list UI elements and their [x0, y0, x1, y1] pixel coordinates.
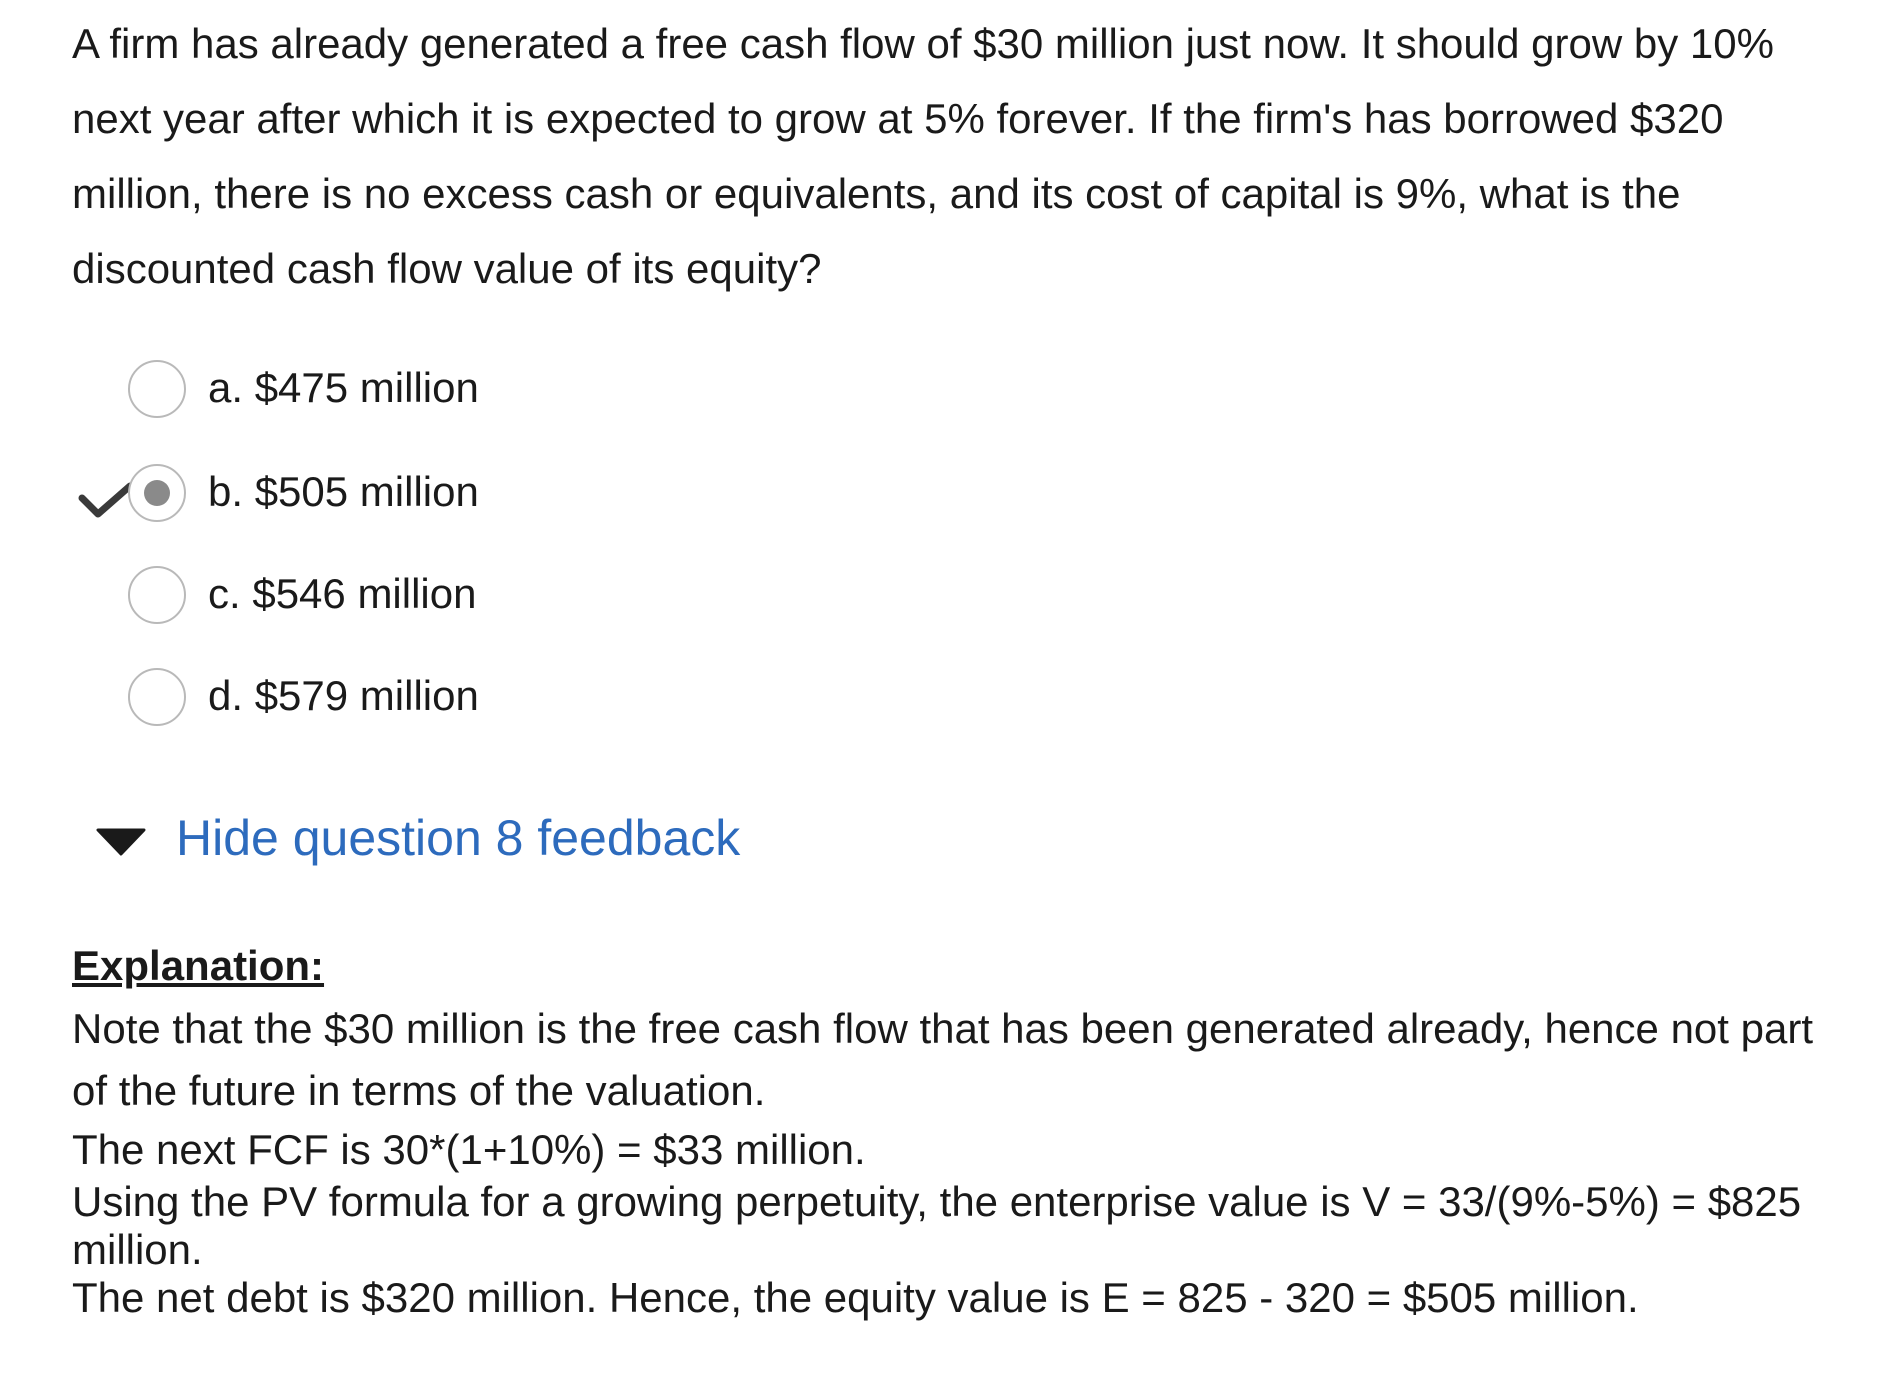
answer-option-c[interactable]: [70, 566, 1070, 630]
explanation-paragraph: Note that the $30 million is the free cash flow that has been generated already, hence not part of the future in terms of the valuation.: [72, 1005, 1813, 1114]
explanation-heading: Explanation:: [72, 942, 325, 989]
correct-check-icon: [78, 480, 134, 520]
triangle-down-icon[interactable]: [96, 826, 146, 856]
answer-option-a[interactable]: [70, 360, 1070, 424]
radio-selected-dot: [144, 480, 170, 506]
answer-label: c. $546 million: [208, 570, 477, 617]
explanation-paragraph: The next FCF is 30*(1+10%) = $33 million.: [72, 1126, 866, 1173]
answer-option-b[interactable]: [70, 464, 1070, 528]
radio-button[interactable]: [128, 566, 186, 624]
answer-label: a. $475 million: [208, 364, 479, 411]
hide-feedback-toggle[interactable]: [92, 808, 792, 868]
explanation-paragraph: Using the PV formula for a growing perpetuity, the enterprise value is V = 33/(9%-5%) = $825 million.: [72, 1178, 1802, 1273]
answer-label: d. $579 million: [208, 672, 479, 719]
question-text: A firm has already generated a free cash flow of $30 million just now. It should grow by 10% next year after which it is expected to grow at 5% forever. If the firm's has borrowed $320 million, there is no excess cash or equivalents, and its cost of capital is 9%, what is the discounted cash flow value of its equity?: [72, 20, 1774, 292]
answer-label: b. $505 million: [208, 468, 479, 515]
radio-button[interactable]: [128, 668, 186, 726]
radio-button-selected[interactable]: [128, 464, 186, 522]
radio-button[interactable]: [128, 360, 186, 418]
feedback-explanation: [72, 940, 1852, 1322]
hide-feedback-link[interactable]: Hide question 8 feedback: [176, 810, 741, 866]
explanation-paragraph: The net debt is $320 million. Hence, the equity value is E = 825 - 320 = $505 million.: [72, 1274, 1639, 1321]
answer-option-d[interactable]: [70, 668, 1070, 732]
